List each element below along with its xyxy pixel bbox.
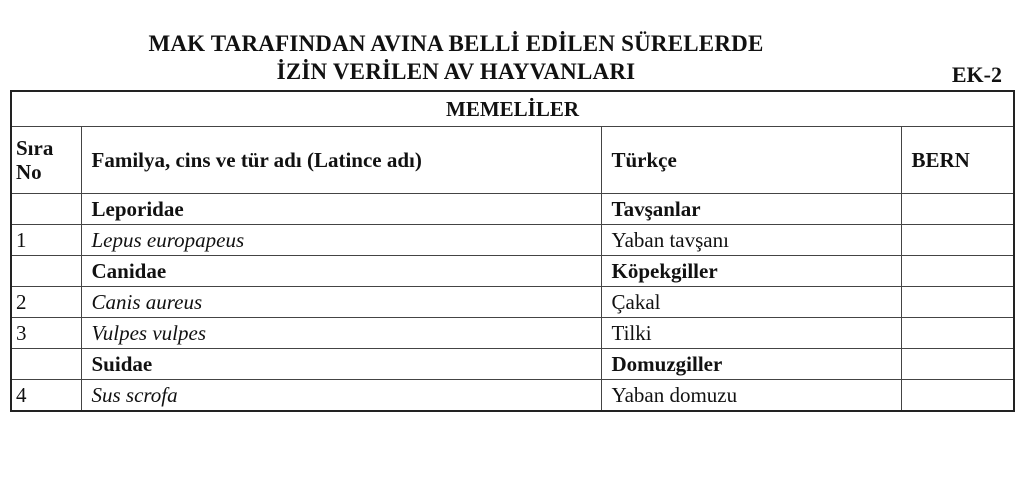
document-title-line-1: MAK TARAFINDAN AVINA BELLİ EDİLEN SÜRELERDE: [148, 31, 764, 56]
species-latin-name: Vulpes vulpes: [81, 318, 601, 349]
species-row: [11, 380, 1014, 412]
species-row: [11, 287, 1014, 318]
column-header-no-line1: Sıra: [16, 136, 54, 160]
document-title-line-2: İZİN VERİLEN AV HAYVANLARI: [276, 59, 636, 84]
bern-cell: [901, 194, 1014, 225]
column-header-bern: BERN: [901, 127, 1014, 194]
bern-cell: [901, 225, 1014, 256]
game-animals-table: [10, 90, 1015, 412]
family-turkish-name: Köpekgiller: [601, 256, 901, 287]
species-latin-name: Lepus europapeus: [81, 225, 601, 256]
family-turkish-name: Tavşanlar: [601, 194, 901, 225]
bern-cell: [901, 380, 1014, 412]
species-latin-name: Sus scrofa: [81, 380, 601, 412]
row-number: 3: [11, 318, 81, 349]
family-turkish-name: Domuzgiller: [601, 349, 901, 380]
family-row: [11, 349, 1014, 380]
annex-label: EK-2: [951, 62, 1002, 87]
column-header-name: Familya, cins ve tür adı (Latince adı): [81, 127, 601, 194]
column-header-no-line2: No: [16, 160, 42, 184]
column-header-turkish: Türkçe: [601, 127, 901, 194]
bern-cell: [901, 349, 1014, 380]
family-name: Canidae: [81, 256, 601, 287]
row-number: [11, 256, 81, 287]
species-turkish-name: Tilki: [601, 318, 901, 349]
family-name: Suidae: [81, 349, 601, 380]
family-row: [11, 194, 1014, 225]
section-title: MEMELİLER: [11, 91, 1014, 127]
section-header-row: [11, 91, 1014, 127]
species-turkish-name: Yaban tavşanı: [601, 225, 901, 256]
bern-cell: [901, 318, 1014, 349]
row-number: 2: [11, 287, 81, 318]
species-latin-name: Canis aureus: [81, 287, 601, 318]
species-turkish-name: Yaban domuzu: [601, 380, 901, 412]
family-row: [11, 256, 1014, 287]
species-row: [11, 318, 1014, 349]
row-number: 4: [11, 380, 81, 412]
family-name: Leporidae: [81, 194, 601, 225]
row-number: [11, 194, 81, 225]
bern-cell: [901, 287, 1014, 318]
row-number: [11, 349, 81, 380]
species-row: [11, 225, 1014, 256]
species-turkish-name: Çakal: [601, 287, 901, 318]
column-header-row: [11, 127, 1014, 194]
bern-cell: [901, 256, 1014, 287]
row-number: 1: [11, 225, 81, 256]
column-header-no: [11, 127, 81, 194]
